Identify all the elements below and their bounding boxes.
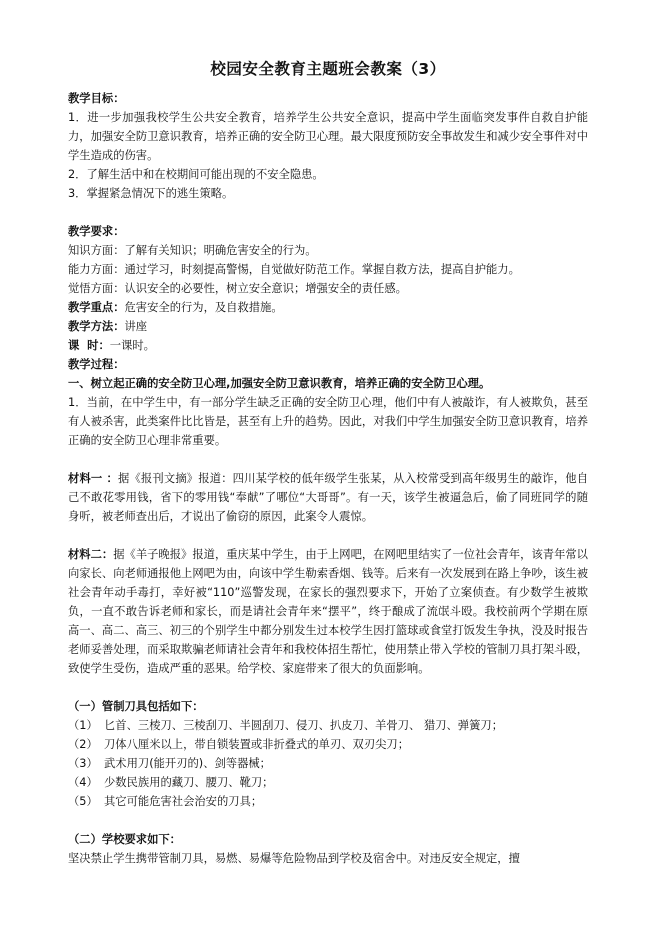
knife-item-text: 其它可能危害社会治安的刀具； — [104, 795, 263, 808]
requirement-ability: 能力方面：通过学习，时刻提高警惕，自觉做好防范工作。掌握自救方法，提高自护能力。 — [68, 263, 520, 276]
spacer — [68, 678, 588, 697]
process-heading: 教学过程： — [68, 358, 125, 371]
knife-item-number: （1） — [68, 719, 98, 732]
section-1-paragraph: 1．当前，在中学生中，有一部分学生缺乏正确的安全防卫心理，他们中有人被敲诈，有人被欺负，甚至有人被杀害，此类案件比比皆是，甚至有上升的趋势。因此，对我们中学生加强安全防卫意识教育，培养正确的安全防卫心理非常重要。 — [68, 396, 588, 447]
material-2-text: 据《羊子晚报》报道，重庆某中学生，由于上网吧，在网吧里结实了一位社会青年，该青年常以向家长、向老师通报他上网吧为由，向该中学生勒索香烟、钱等。后来有一次发展到在路上争吵，该生被社会青年动手毒打，幸好被“110”巡警发现，在家长的强烈要求下，开始了立案侦查。有少数学生被欺负，一直不敢告诉老师和家长，而是请社会青年来“摆平”，终于酿成了流氓斗殴。我校前两个学期在原高一、高二、高三、初三的个别学生中都分别发生过本校学生因打篮球或食堂打饭发生争执，没及时报告老师妥善处理，而采取欺骗老师请社会青年和我校体招生帮忙，使用禁止带入学校的管制刀具打架斗殴，致使学生受伤，造成严重的恶果。给学校、家庭带来了很大的负面影响。 — [68, 548, 588, 675]
teaching-method — [68, 317, 588, 336]
knife-item-text: 武术用刀(能开刃的)、剑等器械； — [104, 757, 271, 770]
spacer — [68, 203, 588, 222]
school-requirements-heading: （二）学校要求如下： — [68, 833, 181, 846]
spacer — [68, 450, 588, 469]
spacer — [68, 811, 588, 830]
knife-item-number: （4） — [68, 776, 98, 789]
knife-item — [68, 735, 588, 754]
knife-item — [68, 754, 588, 773]
teaching-focus — [68, 298, 588, 317]
teaching-focus-label: 教学重点： — [68, 301, 125, 314]
goal-item-3: 3．掌握紧急情况下的逃生策略。 — [68, 187, 234, 200]
requirement-knowledge: 知识方面：了解有关知识；明确危害安全的行为。 — [68, 244, 317, 257]
knife-item-number: （2） — [68, 738, 98, 751]
document-page — [68, 58, 588, 868]
material-2 — [68, 545, 588, 678]
knife-item-number: （5） — [68, 795, 98, 808]
knife-item — [68, 773, 588, 792]
goal-item-1: 1．进一步加强我校学生公共安全教育，培养学生公共安全意识，提高中学生面临突发事件自救自护能力，加强安全防卫意识教育，培养正确的安全防卫心理。最大限度预防安全事故发生和减少安全事件对中学生造成的伤害。 — [68, 111, 588, 162]
knives-heading: （一）管制刀具包括如下： — [68, 700, 204, 713]
material-2-label: 材料二： — [68, 548, 114, 561]
spacer — [68, 526, 588, 545]
teaching-method-label: 教学方法： — [68, 320, 125, 333]
knife-item-text: 匕首、三棱刀、三棱刮刀、半圆刮刀、侵刀、扒皮刀、羊骨刀、 猎刀、弹簧刀； — [104, 719, 503, 732]
class-hours-label: 课 时： — [68, 339, 110, 352]
school-requirements-text: 坚决禁止学生携带管制刀具，易燃、易爆等危险物品到学校及宿舍中。对违反安全规定，擅 — [68, 852, 520, 865]
knife-item — [68, 716, 588, 735]
section-1-heading: 一、树立起正确的安全防卫心理,加强安全防卫意识教育，培养正确的安全防卫心理。 — [68, 377, 491, 390]
requirement-awareness: 觉悟方面：认识安全的必要性，树立安全意识；增强安全的责任感。 — [68, 282, 407, 295]
document-title: 校园安全教育主题班会教案（3） — [210, 60, 446, 78]
class-hours — [68, 336, 588, 355]
knife-item-text: 少数民族用的藏刀、腰刀、靴刀； — [104, 776, 274, 789]
material-1 — [68, 469, 588, 526]
knife-item-number: （3） — [68, 757, 98, 770]
teaching-focus-value: 危害安全的行为，及自救措施。 — [124, 301, 283, 314]
teaching-method-value: 讲座 — [124, 320, 148, 333]
knife-item-text: 刀体八厘米以上，带自锁装置或非折叠式的单刃、双刃尖刀； — [104, 738, 410, 751]
class-hours-value: 一课时。 — [109, 339, 155, 352]
goals-heading: 教学目标： — [68, 92, 125, 105]
material-1-text: 据《报刊文摘》报道：四川某学校的低年级学生张某，从入校常受到高年级男生的敲诈，他自己不敢花零用钱，省下的零用钱“奉献”了哪位“大哥哥”。有一天，该学生被逼急后，偷了同班同学的随身听，被老师查出后，才说出了偷窃的原因，此案令人震惊。 — [68, 472, 588, 523]
material-1-label: 材料一 ： — [68, 472, 118, 485]
goal-item-2: 2．了解生活中和在校期间可能出现的不安全隐患。 — [68, 168, 324, 181]
requirements-heading: 教学要求： — [68, 225, 125, 238]
knife-item — [68, 792, 588, 811]
